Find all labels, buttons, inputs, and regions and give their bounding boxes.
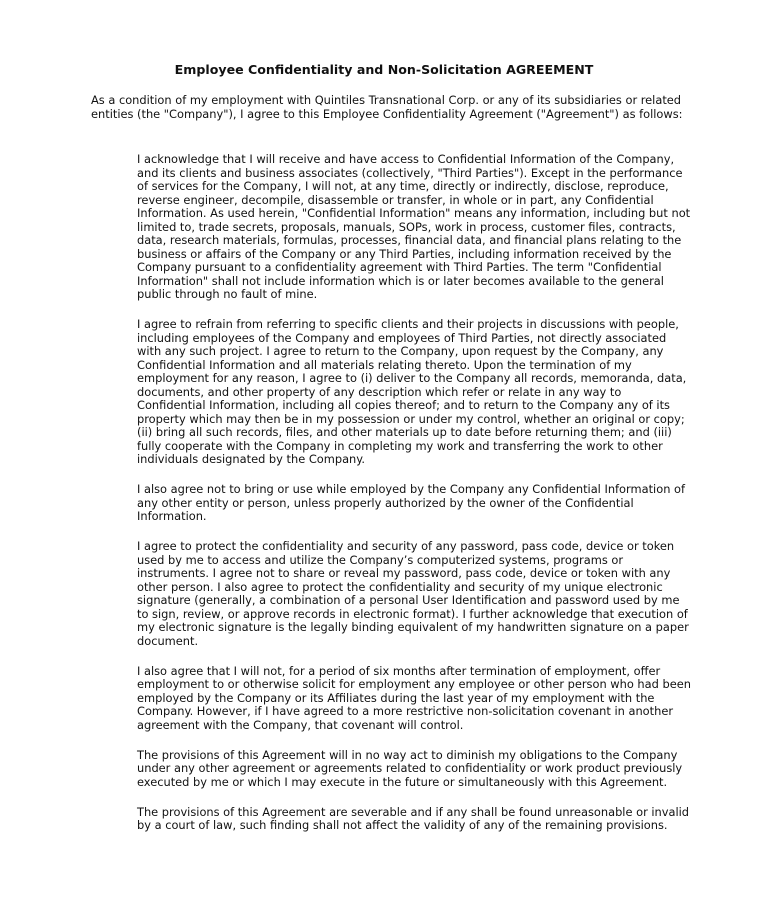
clause-confidential-information: I acknowledge that I will receive and have access to Confidential Information of the Company, and its clients and business associates (collectively, "Third Parties"). Except in the performance of services for the Company, I will not, at any time, directly or indirectly, disclose, reproduce, reverse engineer, decompile, disassemble or transfer, in whole or in part, any Confidential Information. As used herein, "Confidential Information" means any information, including but not limited to, trade secrets, proposals, manuals, SOPs, work in process, customer files, contracts, data, research materials, formulas, processes, financial data, and financial plans relating to the business or affairs of the Company or any Third Parties, including information received by the Company pursuant to a confidentiality agreement with Third Parties. The term "Confidential Information" shall not include information which is or later becomes available to the general public through no fault of mine.: [137, 152, 691, 301]
document-title: Employee Confidentiality and Non-Solicitation AGREEMENT: [174, 62, 594, 77]
clauses-list: [137, 153, 693, 849]
clause-return-of-materials: I agree to refrain from referring to specific clients and their projects in discussions with people, including employees of the Company and employees of Third Parties, not directly associated with any such project. I agree to return to the Company, upon request by the Company, any Confidential Information and all materials relating thereto. Upon the termination of my employment for any reason, I agree to (i) deliver to the Company all records, memoranda, data, documents, and other property of any description which refer or relate in any way to Confidential Information, including all copies thereof; and to return to the Company any of its property which may then be in my possession or under my control, whether an original or copy; (ii) bring all such records, files, and other materials up to date before returning them; and (iii) fully cooperate with the Company in completing my work and transferring the work to other individuals designated by the Company.: [137, 317, 687, 466]
clause-other-agreements: The provisions of this Agreement will in no way act to diminish my obligations to the Company under any other agreement or agreements related to confidentiality or work product previously executed by me or which I may execute in the future or simultaneously with this Agreement.: [137, 747, 683, 789]
clause-severability: The provisions of this Agreement are severable and if any shall be found unreasonable or invalid by a court of law, such finding shall not affect the validity of any of the remaining provisions.: [137, 804, 690, 832]
intro-paragraph: As a condition of my employment with Quintiles Transnational Corp. or any of its subsidiaries or related entities (the "Company"), I agree to this Employee Confidentiality Agreement ("Agreement") as follows:: [91, 93, 683, 121]
clause-password-security: I agree to protect the confidentiality and security of any password, pass code, device or token used by me to access and utilize the Company’s computerized systems, programs or instruments. I agree not to share or reveal my password, pass code, device or token with any other person. I also agree to protect the confidentiality and security of my unique electronic signature (generally, a combination of a personal User Identification and password used by me to sign, review, or approve records in electronic format). I further acknowledge that execution of my electronic signature is the legally binding equivalent of my handwritten signature on a paper document.: [137, 539, 689, 648]
clause-third-party-information: I also agree not to bring or use while employed by the Company any Confidential Information of any other entity or person, unless properly authorized by the owner of the Confidential Information.: [137, 482, 686, 523]
clause-non-solicitation: I also agree that I will not, for a period of six months after termination of employment, offer employment to or otherwise solicit for employment any employee or other person who had been employed by the Company or its Affiliates during the last year of my employment with the Company. However, if I have agreed to a more restrictive non-solicitation covenant in another agreement with the Company, that covenant will control.: [137, 663, 691, 732]
